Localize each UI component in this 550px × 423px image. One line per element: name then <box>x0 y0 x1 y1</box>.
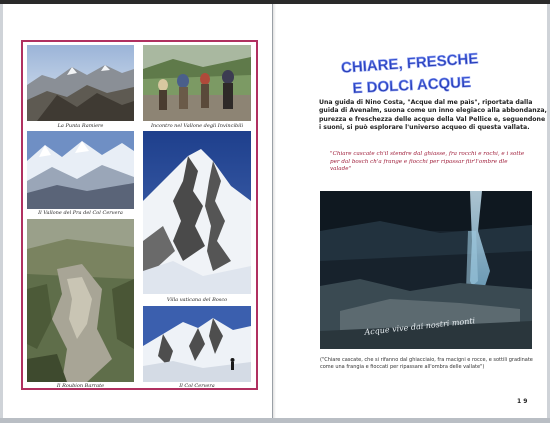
caption-photo3: Il Vallone del Pra del Col Cervera <box>38 210 123 216</box>
page-title <box>330 46 490 102</box>
photo-punta-ramiere <box>27 45 134 121</box>
window-bottom-edge <box>0 418 550 423</box>
photo-col-cervera <box>143 306 251 382</box>
photo-vallone-pra <box>27 131 134 209</box>
gutter-shadow <box>273 4 276 418</box>
caption-photo1: La Punta Ramiere <box>57 123 104 129</box>
photo-rocky-gully <box>27 219 134 382</box>
photo-hikers <box>143 45 251 121</box>
photo-waterfall <box>320 191 532 349</box>
caption-photo6: Il Col Cervera <box>179 383 215 389</box>
photo-footnote: ("Chiare cascate, che si rifanno dal ghiacciaio, fra macigni e rocce, e sottili gradinate come una frangia e fioccati per ripassare all'ombra delle vallate") <box>320 357 533 370</box>
title-line-2: E DOLCI ACQUE <box>352 73 472 98</box>
caption-photo4: Villa vaticana del Bosco <box>166 297 228 303</box>
caption-photo2: Incontro nel Vallone degli Invincibili <box>150 123 244 129</box>
caption-photo5: Il Roubion Barrate <box>56 383 105 389</box>
page-number: 1 9 <box>517 398 528 405</box>
title-line-1: CHIARE, FRESCHE <box>340 50 479 77</box>
intro-paragraph: Una guida di Nino Costa, "Acque dal me paìs", riportata dalla guida di Avenalm, suona come un inno elegiaco alla abbondanza, purezza e freschezza delle acque della Val Pellice e, seguendone i suoni, si può esplorare l'universo acqueo di questa vallata. <box>319 99 547 131</box>
poem-quote: "Chiare cascate ch'il stendre dal ghiasse, fra rocchi e rochi, e i sotte per dal bosch ch'a frange e fiocchi per ripassar fiir'l'ombre dle valade" <box>330 151 525 173</box>
photo-snowy-peak <box>143 131 251 294</box>
rock-inscription: Acque vive dai nostri monti <box>363 316 476 337</box>
